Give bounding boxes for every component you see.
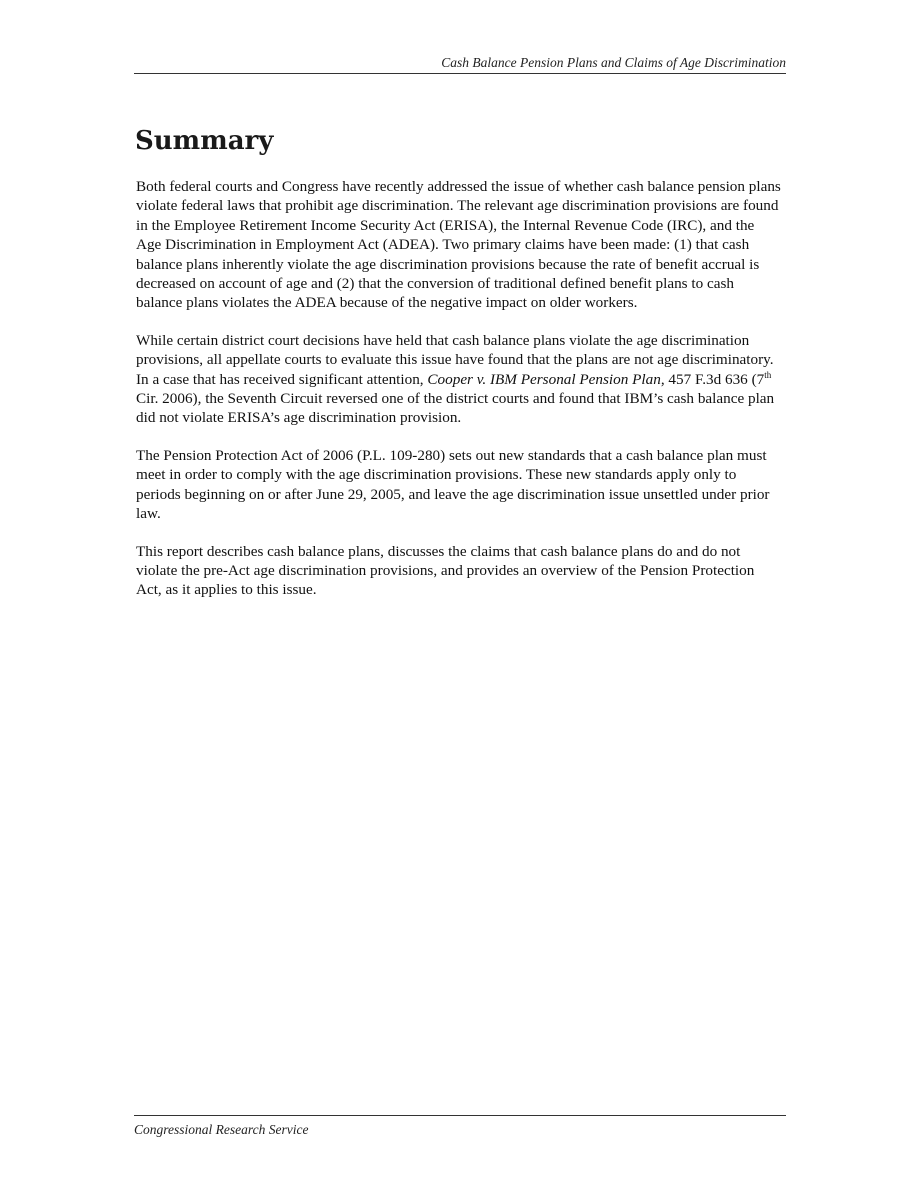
paragraph-2-text-c: Cir. 2006), the Seventh Circuit reversed one of the district courts and found that IBM’s cash balance plan did not violate ERISA’s age discrimination provision. (136, 390, 775, 427)
summary-paragraph-3: The Pension Protection Act of 2006 (P.L. 109-280) sets out new standards that a cash balance plan must meet in order to comply with the age discrimination provisions. These new standards apply only to periods beginning on or after June 29, 2005, and leave the age discrimination issue unsettled under prior law. (136, 446, 770, 523)
running-footer (134, 1115, 786, 1138)
page-title: Summary (135, 126, 274, 156)
summary-paragraph-4: This report describes cash balance plans, discusses the claims that cash balance plans do and do not violate the pre-Act age discrimination provisions, and provides an overview of the Pension Protection Act, as it applies to this issue. (136, 542, 755, 599)
running-header-title: Cash Balance Pension Plans and Claims of Age Discrimination (441, 55, 786, 70)
case-citation-name: Cooper v. IBM Personal Pension Plan (427, 370, 661, 388)
running-header (134, 55, 786, 74)
summary-paragraph-1: Both federal courts and Congress have recently addressed the issue of whether cash balance pension plans violate federal laws that prohibit age discrimination. The relevant age discrimination provisions are found in the Employee Retirement Income Security Act (ERISA), the Internal Revenue Code (IRC), and the Age Discrimination in Employment Act (ADEA). Two primary claims have been made: (1) that cash balance plans inherently violate the age discrimination provisions because the rate of benefit accrual is decreased on account of age and (2) that the conversion of traditional defined benefit plans to cash balance plans violates the ADEA because of the negative impact on older workers. (136, 178, 781, 312)
paragraph-2-text-a: While certain district court decisions have held that cash balance plans violate the age discrimination provisions, all appellate courts to evaluate this issue have found that the plans are not age discriminatory. In a case that has received significant attention, (136, 331, 774, 388)
summary-body (136, 177, 781, 618)
summary-paragraph-2 (136, 331, 781, 428)
footer-publisher: Congressional Research Service (134, 1122, 309, 1137)
paragraph-2-text-b: , 457 F.3d 636 (7 (660, 370, 765, 388)
ordinal-superscript: th (764, 369, 772, 380)
